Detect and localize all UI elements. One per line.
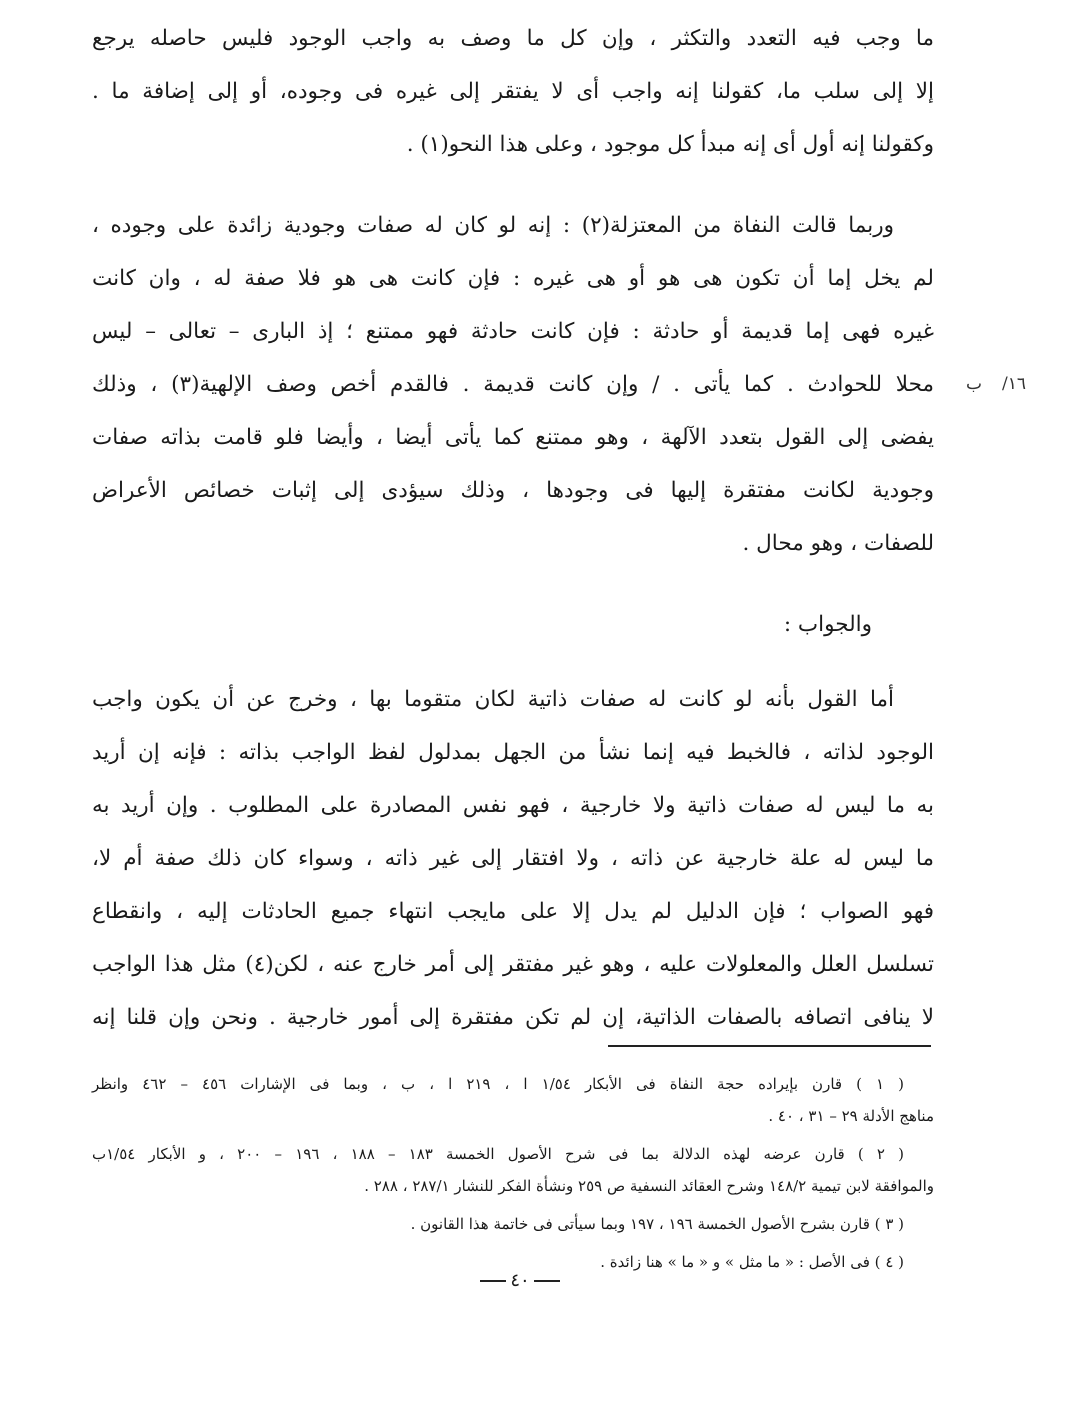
paragraph-1 <box>92 12 934 171</box>
text-line: للصفات ، وهو محال . <box>742 531 934 556</box>
text-line: الوجود لذاته ، فالخبط فيه إنما نشأ من الجهل بمدلول لفظ الواجب بذاته : فإنه إن أريد <box>92 740 934 765</box>
text-line: ما وجب فيه التعدد والتكثر ، وإن كل ما وصف به واجب الوجود فليس حاصله يرجع <box>92 26 934 51</box>
paragraph-3 <box>92 673 934 1044</box>
text-line: يفضى إلى القول بتعدد الآلهة ، وهو ممتنع كما يأتى أيضا ، وأيضا فلو قامت بذاته صفات <box>92 425 934 450</box>
footnote-line: والموافقة لابن تيمية ١٤٨/٢ وشرح العقائد النسفية ص ٢٥٩ ونشأة الفكر للنشار ٢٨٧/١ ، ٢٨٨ . <box>364 1177 934 1195</box>
text-line: وربما قالت النفاة من المعتزلة(٢) : إنه لو كان له صفات وجودية زائدة على وجوده ، <box>92 213 894 238</box>
text-line: أما القول بأنه لو كانت له صفات ذاتية لكان متقوما بها ، وخرج عن أن يكون واجب <box>92 687 894 712</box>
page-number-dash <box>534 1280 560 1282</box>
page-number <box>470 1270 570 1291</box>
text-line: وكقولنا إنه أول أى إنه مبدأ كل موجود ، وعلى هذا النحو(١) . <box>406 132 934 157</box>
footnote-separator <box>608 1045 931 1047</box>
text-line-with-margin-note <box>92 358 1026 411</box>
footnote-line: مناهج الأدلة ٢٩ – ٣١ ، ٤٠ . <box>768 1107 934 1125</box>
footnote-line: ( ٢ ) قارن عرضه لهذه الدلالة بما فى شرح الأصول الخمسة ١٨٣ – ١٨٨ ، ١٩٦ – ٢٠٠ ، و الأبكار ١/٥٤ب <box>92 1145 905 1163</box>
footnote-line: ( ١ ) قارن بإيراده حجة النفاة فى الأبكار ١/٥٤ ا ، ٢١٩ ا ، ب ، وبما فى الإشارات ٤٥٦ – ٤٦٢ وانظر <box>92 1075 904 1093</box>
text-line-content: محلا للحوادث . كما يأتى . / وإن كانت قديمة . فالقدم أخص وصف الإلهية(٣) ، وذلك <box>92 372 934 397</box>
text-line: تسلسل العلل والمعلولات عليه ، وهو غير مفتقر إلى أمر خارج عنه ، لكن(٤) مثل هذا الواجب <box>92 952 935 977</box>
text-line: ما ليس له علة خارجية عن ذاته ، ولا افتقار إلى غير ذاته ، وسواء كان ذلك صفة أم لا، <box>92 846 934 871</box>
page-number-dash <box>480 1280 506 1282</box>
main-text <box>92 12 1026 1044</box>
footnote-2 <box>92 1138 934 1202</box>
section-heading: والجواب : <box>783 612 872 637</box>
manuscript-folio-note: ١٦/ ب <box>966 374 1026 394</box>
text-line: به ما ليس له صفات ذاتية ولا خارجية ، فهو نفس المصادرة على المطلوب . وإن أريد به <box>92 793 934 818</box>
text-line: إلا إلى سلب ما، كقولنا إنه واجب أى لا يفتقر إلى غيره فى وجوده، أو إلى إضافة ما . <box>92 79 934 104</box>
footnote-line: ( ٤ ) فى الأصل : « ما مثل » و « ما » هنا زائدة . <box>600 1253 904 1271</box>
paragraph-gap <box>92 171 934 199</box>
page-number-value: ٤٠ <box>510 1270 530 1291</box>
footnote-line: ( ٣ ) قارن بشرح الأصول الخمسة ١٩٦ ، ١٩٧ وبما سيأتى فى خاتمة هذا القانون . <box>410 1215 904 1233</box>
text-line: غيره فهى إما قديمة أو حادثة : فإن كانت حادثة فهو ممتنع ؛ إذ البارى – تعالى – ليس <box>92 319 934 344</box>
footnote-1 <box>92 1068 934 1132</box>
text-line: وجودية لكانت مفتقرة إليها فى وجودها ، وذلك سيؤدى إلى إثبات خصائص الأعراض <box>92 478 934 503</box>
paragraph-gap <box>92 651 934 673</box>
paragraph-2 <box>92 199 1026 570</box>
paragraph-gap <box>92 570 934 598</box>
text-line: فهو الصواب ؛ فإن الدليل لم يدل إلا على مايجب انتهاء جميع الحادثات إليه ، وانقطاع <box>92 899 934 924</box>
text-line: لم يخل إما أن تكون هى هو أو هى غيره : فإن كانت هى هو فلا صفة له ، وان كانت <box>92 266 934 291</box>
footnote-3 <box>92 1208 934 1240</box>
text-line: لا ينافى اتصافه بالصفات الذاتية، إن لم تكن مفتقرة إلى أمور خارجية . ونحن وإن قلنا إنه <box>92 1005 934 1030</box>
footnotes <box>92 1068 934 1278</box>
